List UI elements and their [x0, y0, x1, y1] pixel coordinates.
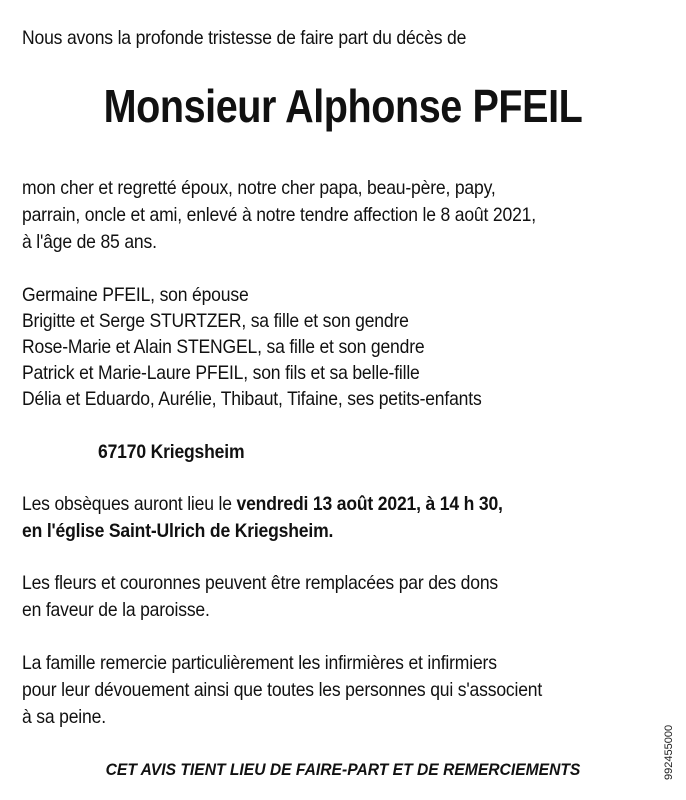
family-member: Rose-Marie et Alain STENGEL, sa fille et son gendre [22, 336, 425, 358]
deceased-name: Monsieur Alphonse PFEIL [103, 80, 583, 132]
funeral-line [22, 491, 503, 518]
family-member: Brigitte et Serge STURTZER, sa fille et son gendre [22, 310, 409, 332]
flowers-line: Les fleurs et couronnes peuvent être remplacées par des dons [22, 572, 499, 594]
tribute-line: mon cher et regretté époux, notre cher papa, beau-père, papy, [22, 177, 496, 199]
family-member: Délia et Eduardo, Aurélie, Thibaut, Tifaine, ses petits-enfants [22, 388, 482, 410]
flowers-line: en faveur de la paroisse. [22, 599, 210, 621]
footer-notice: CET AVIS TIENT LIEU DE FAIRE-PART ET DE REMERCIEMENTS [105, 760, 581, 779]
funeral-place: en l'église Saint-Ulrich de Kriegsheim. [22, 520, 334, 542]
funeral-date-time: vendredi 13 août 2021, à 14 h 30, [236, 493, 503, 515]
thanks-line: à sa peine. [22, 706, 106, 728]
thanks-line: pour leur dévouement ainsi que toutes les personnes qui s'associent [22, 679, 543, 701]
location: 67170 Kriegsheim [98, 441, 245, 463]
funeral-prefix: Les obsèques auront lieu le [22, 493, 237, 515]
intro-text: Nous avons la profonde tristesse de faire part du décès de [22, 27, 467, 49]
tribute-line: à l'âge de 85 ans. [22, 231, 157, 253]
tribute-line: parrain, oncle et ami, enlevé à notre tendre affection le 8 août 2021, [22, 204, 536, 226]
reference-number: 992455000 [663, 724, 675, 780]
family-member: Germaine PFEIL, son épouse [22, 284, 249, 306]
family-member: Patrick et Marie-Laure PFEIL, son fils et sa belle-fille [22, 362, 420, 384]
thanks-line: La famille remercie particulièrement les infirmières et infirmiers [22, 652, 497, 674]
